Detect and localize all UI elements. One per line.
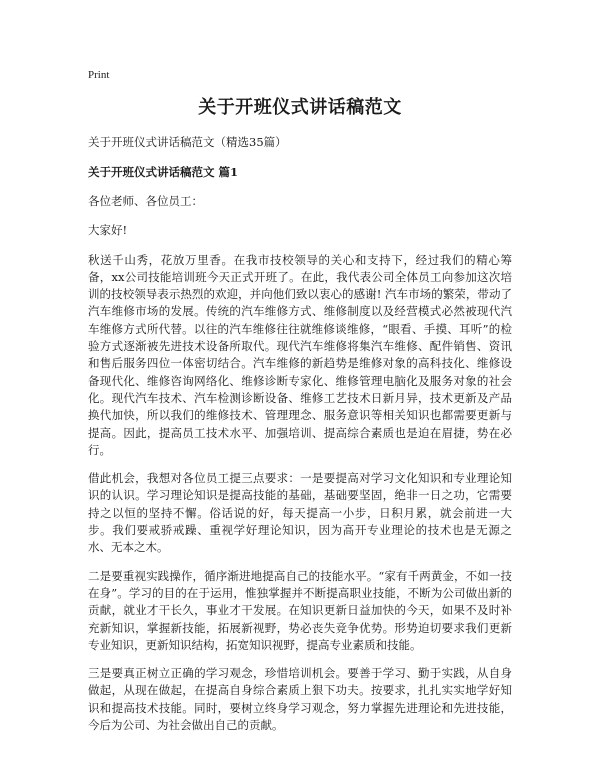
body-paragraph: 秋送千山秀，花放万里香。在我市技校领导的关心和支持下，经过我们的精心筹备，xx公司技能培训班今天正式开班了。在此，我代表公司全体员工向参加这次培训的技校领导表示热烈的欢迎，并向他们致以衷心的感谢! 汽车市场的繁荣，带动了汽车维修市场的发展。传统的汽车维修方式、维修制度以及经营模式必然被现代汽车维修方式所代替。以往的汽车维修往往就维修谈维修，“眼看、手摸、耳听”的检验方式逐渐被先进技术设备所取代。现代汽车维修将集汽车维修、配件销售、资讯和售后服务四位一体密切结合。汽车维修的新趋势是维修对象的高科技化、维修设备现代化、维修咨询网络化、维修诊断专家化、维修管理电脑化及服务对象的社会化。现代汽车技术、汽车检测诊断设备、维修工艺技术日新月异，技术更新及产品换代加快，所以我们的维修技术、管理理念、服务意识等相关知识也都需要更新与提高。因此，提高员工技术水平、加强培训、提高综合素质也是迫在眉捷，势在必行。 — [88, 252, 512, 457]
salutation: 各位老师、各位员工： — [88, 194, 203, 208]
greeting: 大家好! — [88, 223, 128, 238]
document-subtitle: 关于开班仪式讲话稿范文（精选35篇） — [88, 135, 287, 149]
body-paragraph: 三是要真正树立正确的学习观念，珍惜培训机会。要善于学习、勤于实践，从自身做起，从现在做起，在提高自身综合素质上狠下功夫。按要求，扎扎实实地学好知识和提高技术技能。同时，要树立终身学习观念，努力掌握先进理论和先进技能，今后为公司、为社会做出自己的贡献。 — [88, 666, 512, 733]
document-title: 关于开班仪式讲话稿范文 — [198, 97, 402, 118]
section-heading: 关于开班仪式讲话稿范文 篇1 — [88, 165, 239, 179]
body-paragraph: 借此机会，我想对各位员工提三点要求：一是要提高对学习文化知识和专业理论知识的认识。学习理论知识是提高技能的基础，基础要坚固，绝非一日之功，它需要持之以恒的坚持不懈。俗话说的好，每天提高一小步，日积月累，就会前进一大步。我们要戒骄戒躁、重视学好理论知识，因为高开专业理论的技术也是无源之水、无本之木。 — [88, 471, 512, 555]
body-paragraph: 二是要重视实践操作，循序渐进地提高自己的技能水平。“家有千两黄金，不如一技在身”。学习的目的在于运用，惟独掌握并不断提高职业技能，不断为公司做出新的贡献，就业才干长久，事业才干发展。在知识更新日益加快的今天，如果不及时补充新知识，掌握新技能，拓展新视野，势必丧失竞争优势。形势迫切要求我们更新专业知识，更新知识结构，拓宽知识视野，提高专业素质和技能。 — [88, 568, 512, 652]
print-link[interactable]: Print — [88, 69, 110, 81]
